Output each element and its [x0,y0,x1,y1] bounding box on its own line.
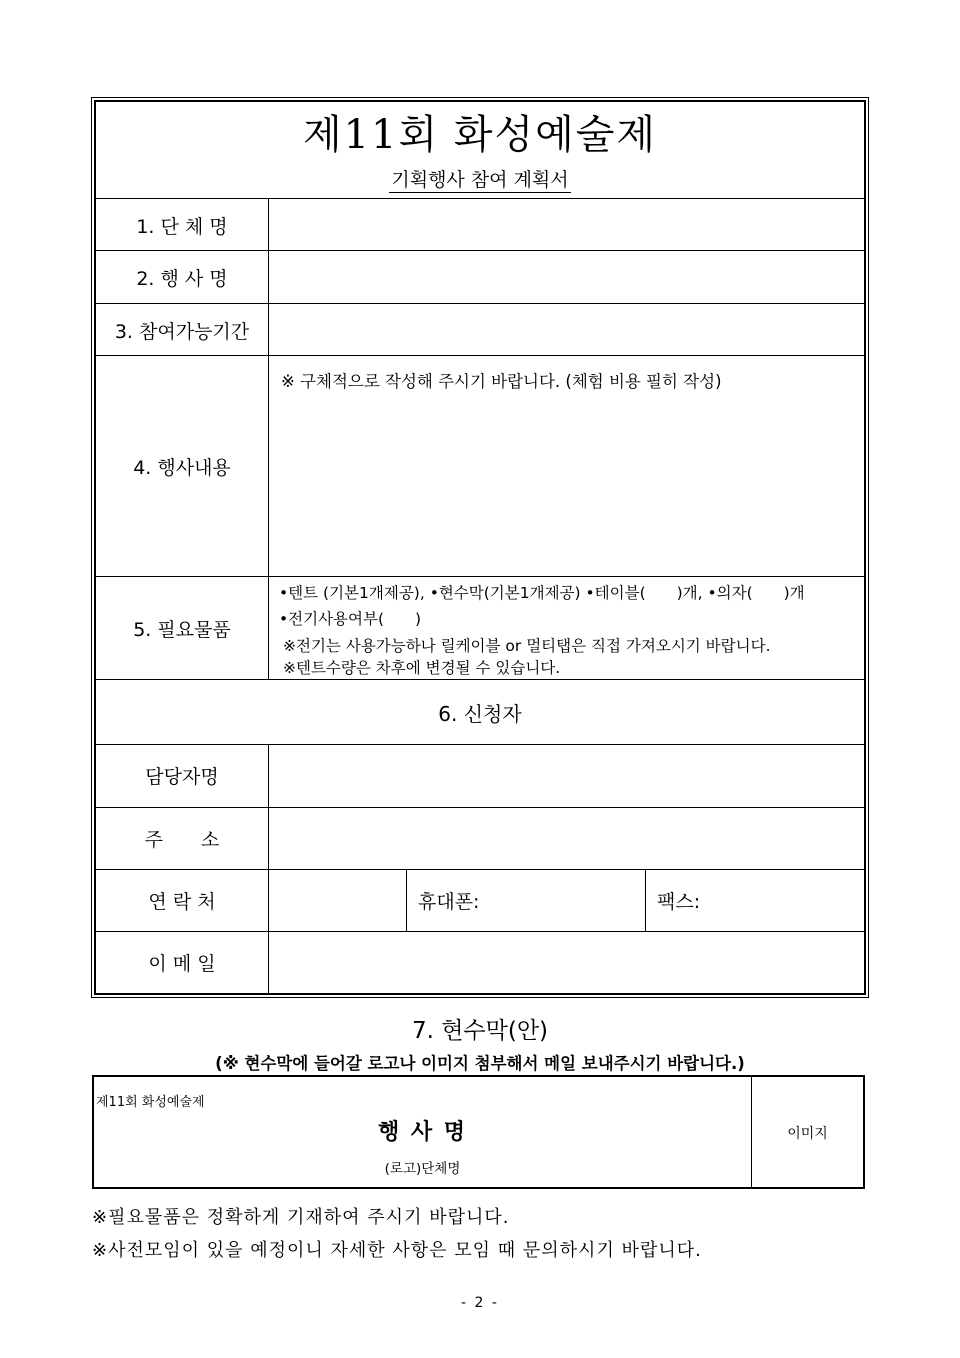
event-name-field[interactable] [269,251,864,304]
label-event-content: 4. 행사내용 [133,457,231,479]
supplies-line-4: ※텐트수량은 차후에 변경될 수 있습니다. [283,659,561,677]
supplies-field[interactable] [269,577,864,680]
label-supplies: 5. 필요물품 [133,619,231,641]
fax-label: 팩스: [657,890,701,913]
banner-group-line: (로고)단체명 [384,1161,461,1177]
form-subtitle: 기획행사 참여 계획서 [391,169,569,191]
group-name-field[interactable] [269,199,864,251]
event-content-field[interactable] [269,356,864,577]
page-number: - 2 - [461,1295,499,1311]
banner-heading: 7. 현수막(안) [411,1018,549,1044]
manager-field[interactable] [269,744,864,807]
period-field[interactable] [269,304,864,356]
footnote-meeting: ※사전모임이 있을 예정이니 자세한 사항은 모임 때 문의하시기 바랍니다. [92,1240,702,1261]
label-period: 3. 참여가능기간 [114,320,250,343]
label-email: 이 메 일 [148,952,216,975]
content-note: ※ 구체적으로 작성해 주시기 바랍니다. (체험 비용 필히 작성) [281,372,722,391]
mobile-label: 휴대폰: [418,890,480,913]
fax-field[interactable] [646,869,864,931]
banner-image-placeholder: 이미지 [787,1126,828,1142]
mobile-field[interactable] [407,869,645,931]
banner-small-title: 제11회 화성예술제 [96,1095,205,1110]
label-contact: 연 락 처 [148,890,216,913]
label-group-name: 1. 단 체 명 [136,215,228,238]
email-field[interactable] [269,931,864,993]
supplies-line-3: ※전기는 사용가능하나 릴케이블 or 멀티탭은 직접 가져오시기 바랍니다. [283,637,771,655]
footnote-supplies: ※필요물품은 정확하게 기재하여 주시기 바랍니다. [92,1207,510,1228]
phone-field[interactable] [269,869,406,931]
label-manager: 담당자명 [145,766,219,788]
banner-preview [92,1075,865,1189]
form-title: 제11회 화성예술제 [302,112,658,158]
banner-note: (※ 현수막에 들어갈 로고나 이미지 첨부해서 메일 보내주시기 바랍니다.) [215,1054,745,1073]
supplies-line-1: •텐트 (기본1개제공), •현수막(기본1개제공) •테이블( )개, •의자( )개 [279,584,805,602]
supplies-line-2: •전기사용여부( ) [279,610,422,628]
address-field[interactable] [269,807,864,869]
banner-event-name: 행 사 명 [377,1120,468,1145]
label-event-name: 2. 행 사 명 [136,268,228,290]
applicant-heading: 6. 신청자 [438,701,522,726]
label-address: 주 소 [144,828,220,851]
